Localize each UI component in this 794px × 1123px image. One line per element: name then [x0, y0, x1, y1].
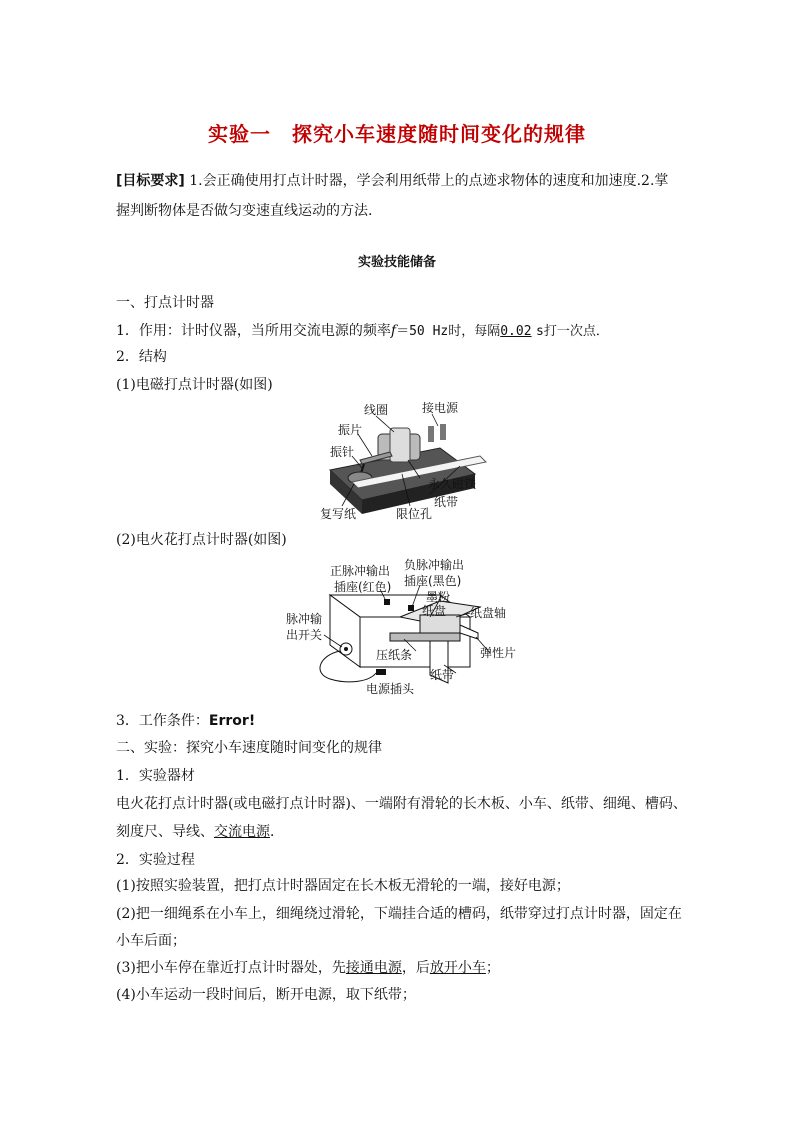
label-needle: 振针 — [330, 445, 355, 459]
part2-item2: 2．实验过程 — [116, 852, 195, 868]
label-switch-2: 出开关 — [286, 628, 323, 642]
goal-tag: [目标要求] — [116, 173, 185, 189]
label-press-bar: 压纸条 — [376, 648, 413, 662]
page-title: 实验一 探究小车速度随时间变化的规律 — [208, 122, 586, 146]
label-vibrator: 振片 — [338, 423, 363, 437]
item1-value: 0.02 — [500, 324, 532, 339]
part2-heading: 二、实验：探究小车速度随时间变化的规律 — [116, 740, 382, 756]
part1-item3 — [116, 711, 676, 731]
step-3-underline-1: 接通电源 — [345, 960, 402, 976]
equip-line-2-prefix: 刻度尺、导线、 — [116, 824, 214, 840]
electromagnetic-timer-figure — [290, 398, 510, 526]
equip-line-2-underlined: 交流电源 — [214, 824, 270, 840]
label-reel-axis: 纸盘轴 — [470, 606, 507, 620]
item3-prefix: 3．工作条件： — [116, 713, 209, 729]
label-pos-out-2: 插座(红色) — [334, 580, 392, 594]
label-carbon: 复写纸 — [320, 507, 357, 521]
label-plug: 电源插头 — [366, 682, 415, 696]
label-ink-1: 墨粉 — [426, 590, 451, 604]
step-2-line-1: (2)把一细绳系在小车上，细绳绕过滑轮，下端挂合适的槽码，纸带穿过打点计时器，固定在 — [116, 906, 682, 922]
step-3-suffix: ； — [485, 960, 500, 976]
part1-heading: 一、打点计时器 — [116, 295, 214, 311]
section-heading: 实验技能储备 — [357, 255, 436, 270]
part2-item1: 1．实验器材 — [116, 768, 195, 784]
step-3-mid: ，后 — [401, 960, 430, 976]
coil — [390, 428, 410, 462]
neg-socket — [408, 605, 414, 611]
goal-line-1 — [116, 171, 676, 191]
goal-line-2: 握判断物体是否做匀变速直线运动的方法. — [116, 203, 373, 219]
part1-sub1: (1)电磁打点计时器(如图) — [116, 377, 273, 393]
label-power: 接电源 — [422, 401, 459, 415]
item1-mid: ＝50 Hz时，每隔 — [396, 324, 501, 339]
label-tape: 纸带 — [434, 495, 459, 509]
spark-timer-figure — [280, 555, 520, 697]
step-1: (1)按照实验装置，把打点计时器固定在长木板无滑轮的一端，接好电源； — [116, 878, 570, 894]
step-3-underline-2: 放开小车 — [429, 960, 486, 976]
label-magnet: 永久磁铁 — [428, 477, 477, 491]
plug — [376, 669, 386, 675]
item1-f: f — [390, 323, 397, 339]
equip-line-2 — [116, 822, 676, 842]
label-tape-2: 纸带 — [430, 668, 455, 682]
terminal-1 — [428, 426, 434, 442]
item1-suffix: s打一次点． — [536, 324, 609, 339]
press-bar — [390, 633, 460, 641]
label-neg-out-2: 插座(黑色) — [404, 574, 462, 588]
goal-text-1: 1.会正确使用打点计时器，学会利用纸带上的点迹求物体的速度和加速度.2.掌 — [189, 173, 669, 189]
pos-socket — [384, 599, 390, 605]
equip-line-1: 电火花打点计时器(或电磁打点计时器)、一端附有滑轮的长木板、小车、纸带、细绳、槽码、 — [116, 796, 687, 812]
step-3 — [116, 958, 676, 978]
label-pos-out-1: 正脉冲输出 — [330, 564, 391, 578]
terminal-2 — [440, 424, 446, 440]
label-coil: 线圈 — [364, 403, 389, 417]
part1-item2: 2．结构 — [116, 349, 167, 365]
step-3-prefix: (3)把小车停在靠近打点计时器处，先 — [116, 960, 346, 976]
item3-value: Error! — [208, 713, 256, 729]
label-switch-1: 脉冲输 — [286, 612, 323, 626]
part1-sub2: (2)电火花打点计时器(如图) — [116, 532, 287, 548]
step-2-line-2: 小车后面； — [116, 933, 186, 949]
label-limit-hole: 限位孔 — [396, 507, 433, 521]
label-neg-out-1: 负脉冲输出 — [404, 558, 465, 572]
label-spring: 弹性片 — [480, 646, 517, 660]
label-ink-2: 纸盘 — [422, 604, 447, 618]
part1-item1 — [116, 321, 676, 342]
ink-disc — [420, 615, 460, 635]
item1-prefix: 1．作用：计时仪器，当所用交流电源的频率 — [116, 323, 391, 339]
equip-line-2-suffix: ． — [270, 824, 284, 840]
step-4: (4)小车运动一段时间后，断开电源，取下纸带； — [116, 987, 416, 1003]
